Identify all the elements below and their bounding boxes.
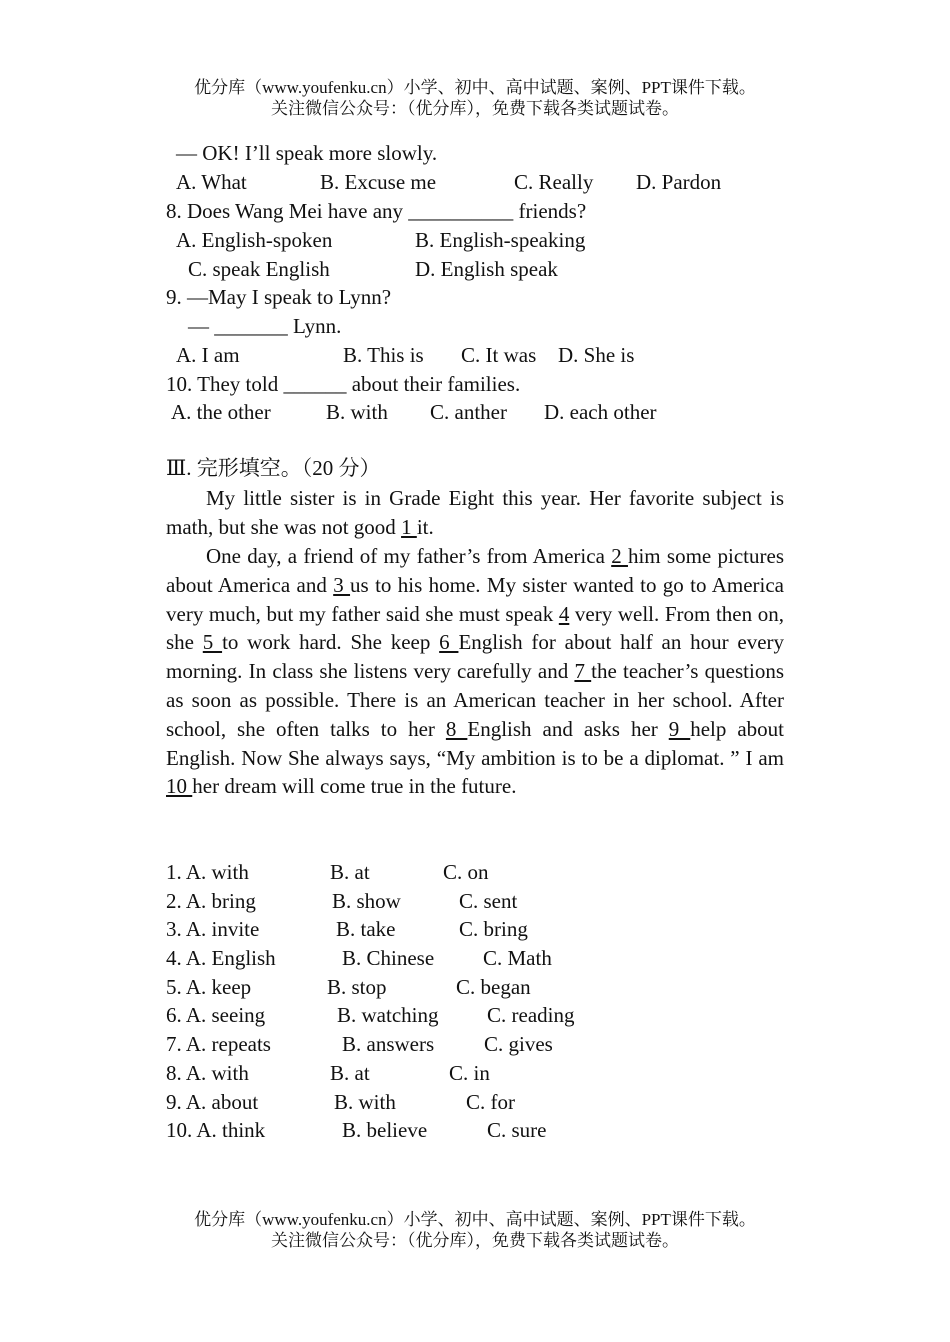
cloze-6-option-b: B. watching [337,1003,439,1027]
q9-option-a: A. I am [176,343,240,367]
blank-6: 6 [439,630,459,655]
q9-option-b: B. This is [343,343,424,367]
header-line-1: 优分库（www.youfenku.cn）小学、初中、高中试题、案例、PPT课件下载。 [194,78,756,97]
page-header [0,77,950,119]
footer-line-1: 优分库（www.youfenku.cn）小学、初中、高中试题、案例、PPT课件下载。 [194,1210,756,1229]
blank-3: 3 [333,572,351,597]
cloze-2-option-c: C. sent [459,889,518,913]
q10-stem: 10. They told ______ about their families. [166,372,521,396]
q9-reply: — _______ Lynn. [188,314,342,338]
blank-1: 1 [401,514,417,539]
cloze-5-option-b: B. stop [327,975,387,999]
cloze-3-option-c: C. bring [459,917,528,941]
q8-option-d: D. English speak [415,257,558,281]
passage-text: My little sister is in Grade Eight this year. Her favorite subject is math, but she was not good [166,486,784,539]
passage-text: One day, a friend of my father’s from America [206,544,612,568]
q9-stem: 9. —May I speak to Lynn? [166,285,392,309]
cloze-1-option-a: 1. A. with [166,860,249,884]
q10-option-a: A. the other [171,400,271,424]
q7-reply: — OK! I’ll speak more slowly. [176,141,438,165]
blank-8: 8 [445,716,468,741]
blank-5: 5 [202,630,223,655]
blank-2: 2 [611,544,628,568]
blank-10: 10 [166,774,193,799]
q7-option-d: D. Pardon [636,170,722,194]
cloze-7-option-a: 7. A. repeats [166,1032,271,1056]
cloze-2-option-b: B. show [332,889,401,913]
cloze-8-option-c: C. in [449,1061,490,1085]
q8-option-c: C. speak English [188,257,330,281]
q7-option-c: C. Really [514,170,594,194]
q7-option-b: B. Excuse me [320,170,437,194]
passage-text: us to his home. My sister wanted to go to America very much, but my father said she must speak [166,572,784,626]
footer-line-2: 关注微信公众号：（优分库），免费下载各类试题试卷。 [271,1231,679,1250]
cloze-8-option-a: 8. A. with [166,1061,249,1085]
cloze-2-option-a: 2. A. bring [166,889,256,913]
cloze-4-option-b: B. Chinese [342,946,435,970]
cloze-7-option-c: C. gives [484,1032,553,1056]
passage-text: the teacher’s questions as soon as possible. There is an American teacher in her school. After school, she often talks to her [166,659,785,741]
cloze-3-option-b: B. take [336,917,396,941]
cloze-5-option-c: C. began [456,975,531,999]
page-footer [0,1209,950,1251]
q10-option-d: D. each other [544,400,657,424]
cloze-9-option-c: C. for [466,1090,515,1114]
passage-paragraph-1 [166,484,784,542]
cloze-1-option-b: B. at [330,860,370,884]
cloze-10-option-b: B. believe [342,1118,428,1142]
passage-text: to work hard. She keep [222,630,440,655]
q9-option-c: C. It was [461,343,537,367]
header-line-2: 关注微信公众号：（优分库），免费下载各类试题试卷。 [271,99,679,118]
blank-7: 7 [574,659,592,684]
passage-text: English for about half an hour every morning. In class she listens very carefully and [166,630,785,684]
q8-option-b: B. English-speaking [415,228,586,252]
cloze-6-option-c: C. reading [487,1003,575,1027]
cloze-9-option-b: B. with [334,1090,396,1114]
passage-text: help about English. Now She always says, “My ambition is to be a diplomat. ” I am [166,716,785,770]
blank-4: 4 [558,601,570,626]
blank-9: 9 [668,716,691,741]
q9-option-d: D. She is [558,343,635,367]
cloze-4-option-a: 4. A. English [166,946,276,970]
section-title: Ⅲ. 完形填空。（20 分） [166,456,381,480]
cloze-3-option-a: 3. A. invite [166,917,260,941]
cloze-9-option-a: 9. A. about [166,1090,259,1114]
cloze-5-option-a: 5. A. keep [166,975,252,999]
passage-text: him some pictures about America and [166,544,784,597]
cloze-4-option-c: C. Math [483,946,552,970]
passage-text: very well. From then on, she [166,601,784,655]
q8-option-a: A. English-spoken [176,228,333,252]
passage-text: it. [416,514,434,539]
cloze-10-option-a: 10. A. think [166,1118,266,1142]
cloze-6-option-a: 6. A. seeing [166,1003,266,1027]
passage-text: English and asks her [467,716,669,741]
cloze-7-option-b: B. answers [342,1032,435,1056]
q7-option-a: A. What [176,170,247,194]
q8-stem: 8. Does Wang Mei have any __________ friends? [166,199,587,223]
cloze-8-option-b: B. at [330,1061,370,1085]
passage-text: her dream will come true in the future. [192,774,517,799]
passage-paragraph-2 [166,542,784,801]
cloze-10-option-c: C. sure [487,1118,547,1142]
q10-option-c: C. anther [430,400,507,424]
q10-option-b: B. with [326,400,388,424]
cloze-1-option-c: C. on [443,860,489,884]
